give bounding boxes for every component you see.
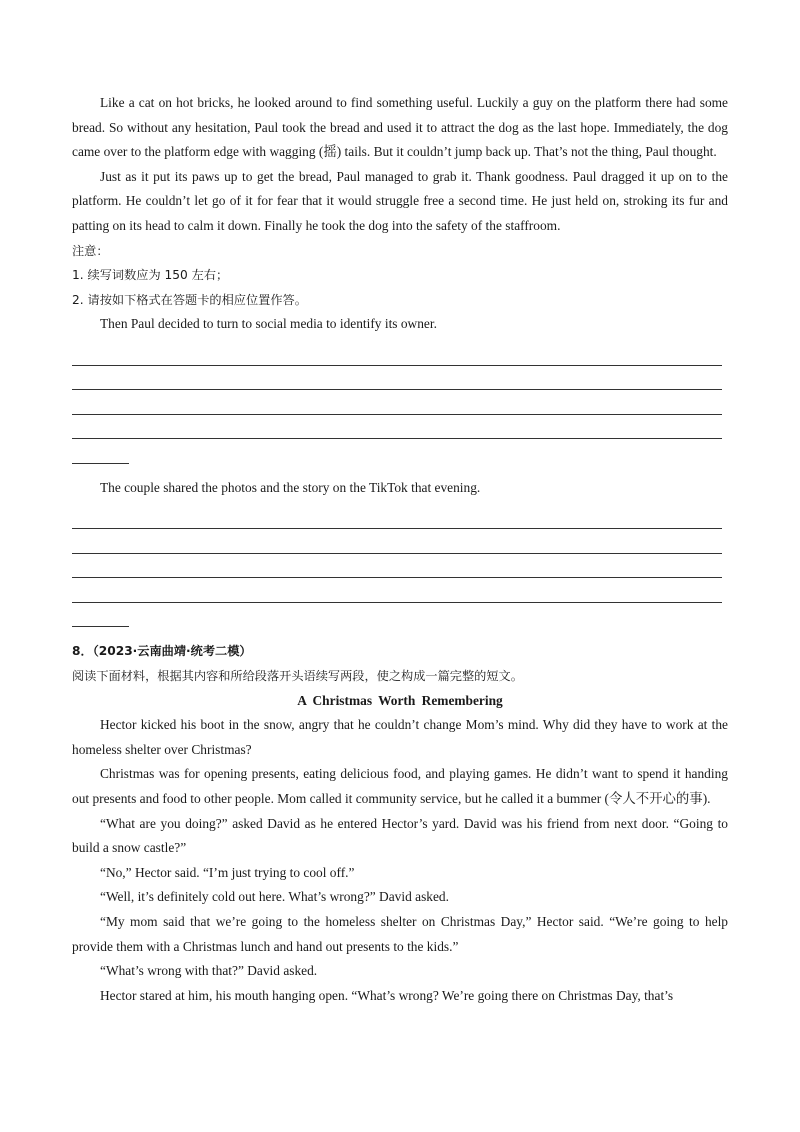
passage-paragraph: “What are you doing?” asked David as he entered Hector’s yard. David was his friend from next door. “Going to build a snow castle?”: [72, 815, 728, 856]
note-item-1: 1. 续写词数应为 150 左右；: [72, 268, 229, 283]
passage-paragraph: “My mom said that we’re going to the homeless shelter on Christmas Day,” Hector said. “We’re going to help provide them with a Christmas lunch and hand out presents to the kids.”: [72, 914, 728, 954]
story-paragraph: Just as it put its paws up to get the bread, Paul managed to grab it. Thank goodness. Paul dragged it up on to the platform. He couldn’t let go of it for fear that it would struggle free a second time. He just held on, stroking its fur and patting on its head to calm it down. Finally he took the dog into the safety of the staffroom.: [72, 168, 728, 233]
passage-paragraph: “What’s wrong with that?” David asked.: [100, 963, 318, 979]
answer-line-short[interactable]: [72, 439, 129, 464]
answer-line[interactable]: [72, 554, 722, 579]
passage-paragraph: Hector stared at him, his mouth hanging open. “What’s wrong? We’re going there on Christmas Day, that’s: [100, 987, 674, 1003]
answer-line[interactable]: [72, 415, 722, 440]
note-item-2: 2. 请按如下格式在答题卡的相应位置作答。: [72, 292, 307, 307]
answer-line[interactable]: [72, 578, 722, 603]
answer-line[interactable]: [72, 529, 722, 554]
answer-lines-2[interactable]: [72, 505, 728, 628]
passage-paragraph: “No,” Hector said. “I’m just trying to cool off.”: [100, 864, 355, 880]
passage-title: A Christmas Worth Remembering: [297, 692, 503, 708]
continuation-prompt-2: The couple shared the photos and the story on the TikTok that evening.: [100, 479, 481, 495]
passage-paragraph: Christmas was for opening presents, eating delicious food, and playing games. He didn’t want to spend it handing out presents and food to other people. Mom called it community service, but he called it a bummer (令人不开心的事).: [72, 766, 728, 807]
answer-line[interactable]: [72, 366, 722, 391]
question-8-instruction: 阅读下面材料，根据其内容和所给段落开头语续写两段，使之构成一篇完整的短文。: [72, 669, 523, 684]
answer-line-short[interactable]: [72, 603, 129, 628]
notes-heading: 注意：: [72, 243, 109, 258]
document-page: [72, 91, 728, 1008]
passage-paragraph: Hector kicked his boot in the snow, angry that he couldn’t change Mom’s mind. Why did they have to work at the homeless shelter over Christmas?: [72, 717, 728, 757]
continuation-prompt-1: Then Paul decided to turn to social media to identify its owner.: [100, 316, 437, 332]
passage-paragraph: “Well, it’s definitely cold out here. What’s wrong?” David asked.: [100, 889, 449, 905]
question-8-heading: 8．（2023·云南曲靖·统考二模）: [72, 644, 252, 659]
answer-line[interactable]: [72, 505, 722, 530]
answer-line[interactable]: [72, 390, 722, 415]
answer-line[interactable]: [72, 341, 722, 366]
story-paragraph: Like a cat on hot bricks, he looked around to find something useful. Luckily a guy on the platform there had some bread. So without any hesitation, Paul took the bread and used it to attract the dog as the last hope. Immediately, the dog came over to the platform edge with wagging (摇) tails. But it couldn’t jump back up. That’s not the thing, Paul thought.: [72, 95, 728, 160]
answer-lines-1[interactable]: [72, 341, 728, 464]
